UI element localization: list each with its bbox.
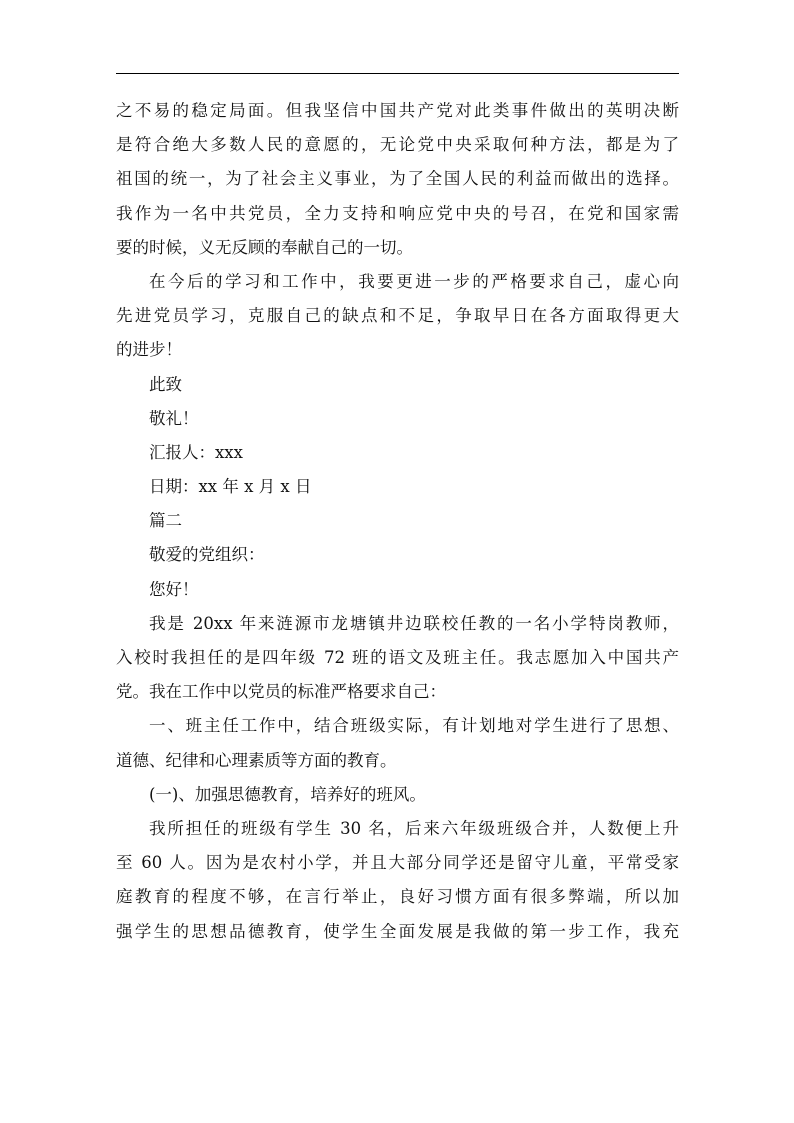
text-line: 入校时我担任的是四年级 72 班的语文及班主任。我志愿加入中国共产 <box>116 648 679 667</box>
reporter-line: 汇报人：xxx <box>149 442 243 462</box>
text-line: 之不易的稳定局面。但我坚信中国共产党对此类事件做出的英明决断 <box>116 101 679 120</box>
text-line: 党。我在工作中以党员的标准严格要求自己： <box>116 682 446 702</box>
section-heading: 篇二 <box>149 511 182 531</box>
header-rule <box>116 73 679 74</box>
text-line: 先进党员学习，克服自己的缺点和不足，争取早日在各方面取得更大 <box>116 306 679 326</box>
text-line: 祖国的统一，为了社会主义事业，为了全国人民的利益而做出的选择。 <box>116 169 679 189</box>
document-body <box>116 94 679 949</box>
text-line: 在今后的学习和工作中，我要更进一步的严格要求自己，虚心向 <box>149 271 679 291</box>
greeting: 您好！ <box>149 579 199 599</box>
text-line: 我所担任的班级有学生 30 名，后来六年级班级合并，人数便上升 <box>149 818 679 838</box>
closing-respect: 敬礼！ <box>149 408 199 428</box>
text-line: 要的时候，义无反顾的奉献自己的一切。 <box>116 237 413 257</box>
greeting-recipient: 敬爱的党组织： <box>149 545 265 565</box>
text-line: 我作为一名中共党员，全力支持和响应党中央的号召，在党和国家需 <box>116 203 679 223</box>
text-line: 庭教育的程度不够，在言行举止，良好习惯方面有很多弊端，所以加 <box>116 887 679 907</box>
text-line: 我是 20xx 年来涟源市龙塘镇井边联校任教的一名小学特岗教师， <box>149 613 679 633</box>
subsection-heading: (一)、加强思德教育，培养好的班风。 <box>149 784 426 804</box>
date-line: 日期：xx 年 x 月 x 日 <box>149 477 312 497</box>
text-line: 的进步！ <box>116 340 182 360</box>
closing-salutation: 此致 <box>149 374 182 394</box>
text-line: 道德、纪律和心理素质等方面的教育。 <box>116 750 397 770</box>
text-line: 一、班主任工作中，结合班级实际，有计划地对学生进行了思想、 <box>149 716 679 736</box>
text-line: 强学生的思想品德教育，使学生全面发展是我做的第一步工作，我充 <box>116 921 679 941</box>
text-line: 是符合绝大多数人民的意愿的，无论党中央采取何种方法，都是为了 <box>116 135 679 155</box>
text-line: 至 60 人。因为是农村小学，并且大部分同学还是留守儿童，平常受家 <box>116 853 679 873</box>
